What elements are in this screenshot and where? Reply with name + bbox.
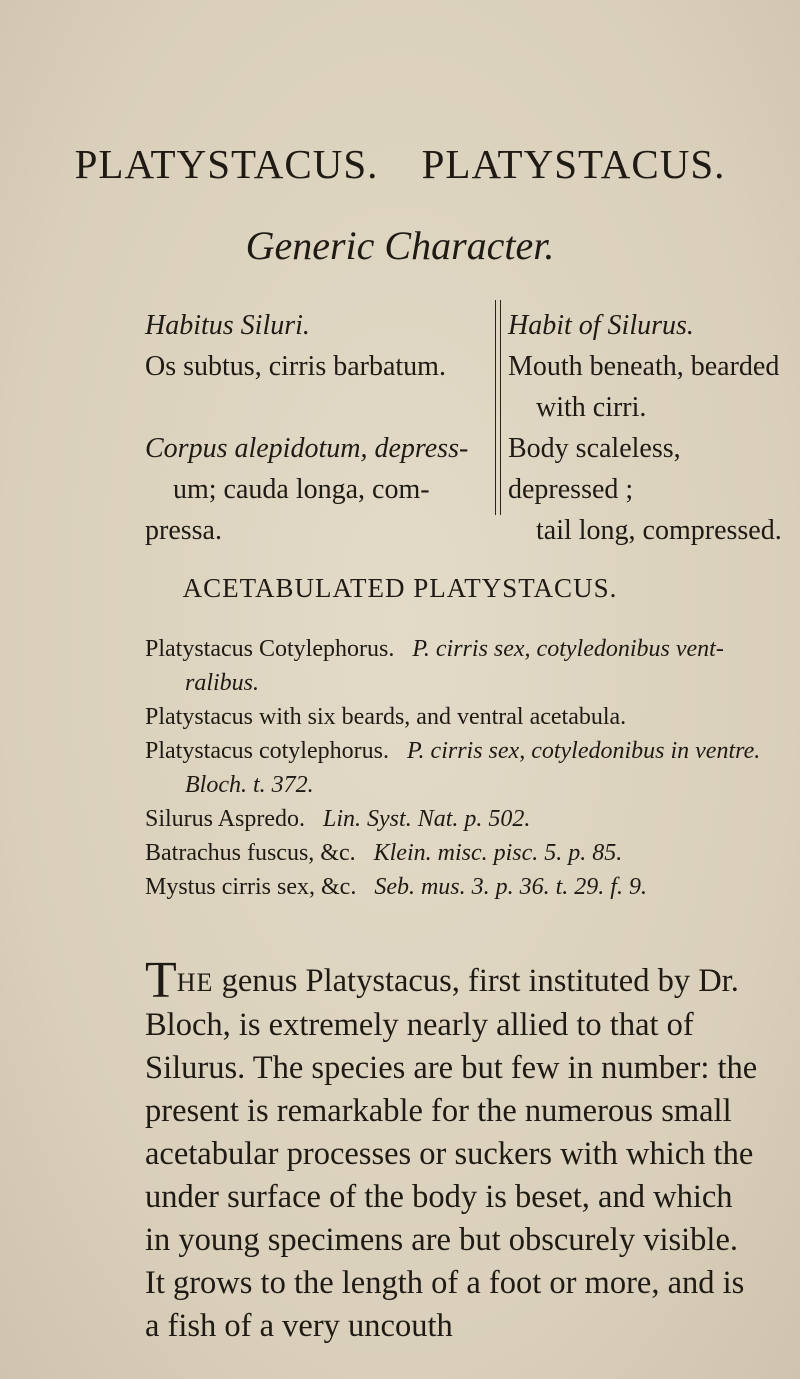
drop-cap: T <box>145 952 177 1009</box>
body-paragraph: THE genus Platystacus, first instituted by Dr. Bloch, is extremely nearly allied to that of Silurus. The species are but few in number: the present is remarkable for the numerous small acetabular processes or suckers with which the under surface of the body is beset, and which in young specimens are but obscurely visible. It grows to the length of a foot or more, and is a fish of a very uncouth <box>145 952 758 1344</box>
synonym-line: Platystacus Cotylephorus. P. cirris sex, cotyledonibus vent- ralibus. <box>145 636 724 696</box>
english-habit: Habit of Silurus. <box>508 310 694 341</box>
header-right: PLATYSTACUS. <box>421 141 726 187</box>
synonym-line: Mystus cirris sex, &c. Seb. mus. 3. p. 36. t. 29. f. 9. <box>145 874 647 900</box>
header-left: PLATYSTACUS. <box>74 141 379 187</box>
column-divider <box>495 300 501 515</box>
species-title: ACETABULATED PLATYSTACUS. <box>182 573 618 603</box>
section-title: Generic Character. <box>245 223 555 268</box>
latin-column <box>145 305 490 551</box>
english-column <box>508 305 788 551</box>
synonym-line: Platystacus with six beards, and ventral acetabula. <box>145 704 627 730</box>
synonym-line: Batrachus fuscus, &c. Klein. misc. pisc. 5. p. 85. <box>145 840 623 866</box>
synonym-line: Platystacus cotylephorus. P. cirris sex, cotyledonibus in ventre. Bloch. t. 372. <box>145 738 761 798</box>
latin-os: Os subtus, cirris barbatum. <box>145 351 446 382</box>
english-mouth: Mouth beneath, bearded with cirri. <box>508 351 780 423</box>
running-header <box>0 140 800 188</box>
latin-corpus: Corpus alepidotum, depress- um; cauda longa, com- pressa. <box>145 433 469 546</box>
synonym-line: Silurus Aspredo. Lin. Syst. Nat. p. 502. <box>145 806 531 832</box>
english-body: Body scaleless, depressed ; tail long, compressed. <box>508 433 782 546</box>
latin-habitus: Habitus Siluri. <box>145 310 310 341</box>
